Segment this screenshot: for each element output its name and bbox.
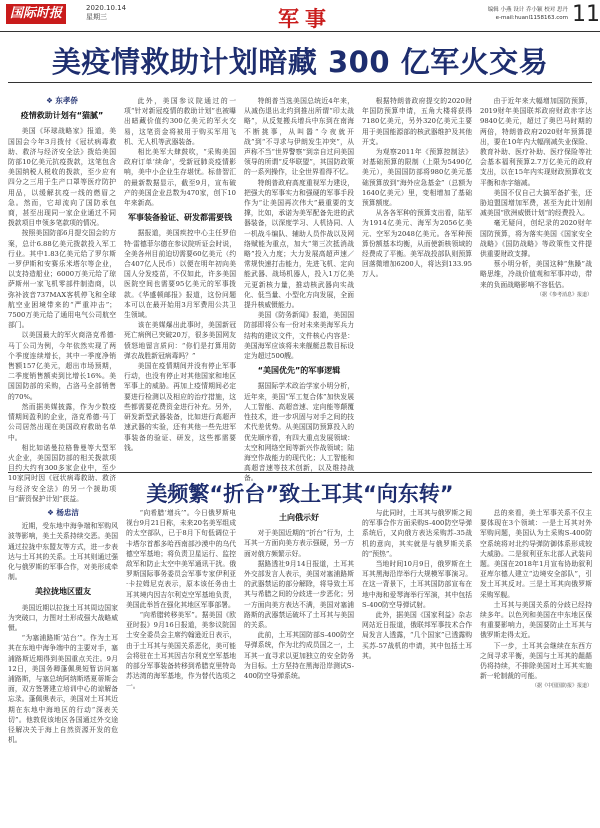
article2-paragraph: “为塞浦路斯‘站台’”。作为土耳其在东地中海争端中的主要对手，塞浦路斯近期得到美国重点关注。9月12日，美国务卿蓬佩奥短暂访问塞浦路斯，与塞总统阿纳斯塔夏蒂斯会面，双方签署建立培训中心的谅解备忘录。蓬佩奥表示，美国对土耳其近期在东地中海地区的行动“深表关切”。他敦促该地区各国通过外交途径解决关于海上自然资源开发的危机。 <box>8 634 118 745</box>
article-divider <box>8 472 592 473</box>
article2-paragraph: 与此同时，土耳其与俄罗斯之间的军事合作方面采购S-400防空导弹系统后，又向俄方表达采购苏-35战机的意向，其实就是与俄罗斯关系的“预热”。 <box>362 509 472 558</box>
article1-subhead-top: 疫情救助计划有“猫腻” <box>20 111 104 121</box>
article1-paragraph: 特朗普当选美国总统近4年来，从减伤退出北约到推出所谓“印太战略”，从反复搬兵增兵中东到在南海不断挑事，从叫嚣“今夜就开战”到“不寻求与伊朗发生冲突”，从声称不当“世界警察”到亲自过问美国领导的所谓“反华联盟”，其国防政策的一系列操作，让全世界看得不忆。 <box>244 97 354 177</box>
article1-column-4 <box>362 96 472 471</box>
article1-paragraph: 按照美国防部6月提交国会的方案，总计6.88亿美元拨款投入军工行业。其中1.83亿美元给了罗尔斯一罗伊斯和安赛乐米塔尔等企业，以支持造船业；6000万美元给了琼萨斯州一家飞机零部件制造商，以弥补波音737MAX客机停飞和全球航空业困境带来的“严重冲击”；7500万美元给了通用电气公司航空部门。 <box>8 229 116 330</box>
section-title: 军事 <box>278 7 332 31</box>
article1-paragraph: 毫无疑问，创纪录的2020财年国防预算，将为落实美国《国家安全战略》《国防战略》等政策性文件提供重要财政支撑。 <box>480 219 592 259</box>
article2-subhead-1: 美拉拢地区盟友 <box>35 587 91 597</box>
article2-column-1 <box>8 508 118 824</box>
headline-divider <box>8 82 592 83</box>
article2-paragraph: 据路透社9月14日报道，土耳其外交部发言人表示，美国对塞浦路斯的武器禁运的部分解除，将导致土耳其与希腊之间的分歧进一步恶化；另一方面向美方表达不满，美国对塞浦路斯的武器禁运破坏了土耳其与美国的关系。 <box>244 559 354 630</box>
article2-column-2 <box>126 508 236 824</box>
editor-email: e-mail:huanl1158163.com <box>495 15 568 21</box>
article2-paragraph: “向希腊转移美军”。据美国《欧亚时报》9月16日报道，美参议院国土安全委员会主席约翰逊近日表示，由于土耳其与美国关系恶化，美可能会将驻在土耳其因吉尔利克空军基地的部分军事装备转移到希腊克里特岛苏达湾的海军基地，作为替代选项之一。 <box>126 611 236 691</box>
article1-paragraph: 相比美军大肆鼓吹，“采购美国政府订单‘续命’，受新冠肺炎疫情影响，美中小企业生存堪忧。标普智汇的最新数据显示，截至9月，宣布破产的美国企业总数为470家，创下10年来新高。 <box>124 148 236 208</box>
article2-paragraph: 近期，受东地中海争端和军购风波等影响，美土关系持续交恶。美国通过拉拢中东盟友等方式，进一步表达与土耳其的关系。土耳其则通过强化与俄罗斯的军事合作，对美形成牵制。 <box>8 522 118 582</box>
article2-paragraph: 此外，据美国《国家利益》杂志网站近日报道，俄联邦军事技术合作局发言人透露，“几个国家”已透露购买苏-57战机的申请，其中包括土耳其。 <box>362 611 472 660</box>
article1-paragraph: 据报道，美国疾控中心主任罗伯特·雷德菲尔德在参议院听证会时说，全美各州目前迫切需要60亿美元（约合407亿人民币）以便在明年初向美国人分发疫苗，不仅如此，许多美国医院空间也需要95亿美元的军事拨款。《华盛顿邮报》报道，这份问题本可以在最开始用3月军费用公共卫生领域。 <box>124 229 236 320</box>
article1-paragraph: 据国际学术政治学家小明分析，近年来，美国“军工复合体”加快发展人工智能、高超音速、定向能等颠覆性技术，进一步巩固与对手之间的技术代差优势。从美国国防预算投入的优先顺序看，有四大重点发展领域：太空和网络空间等新兴作战领域；陆海空作战能力的现代化；人工智能和高超音速等技术创新，以及维持战备。 <box>244 382 354 483</box>
editor-credits <box>440 6 568 22</box>
article1-paragraph: 然而据美媒披露，作为少数疫情期间盈利的企业，洛克希德·马丁公司居然出现在美国政府救助名单中。 <box>8 402 116 442</box>
article2-paragraph: 此前，土耳其国防部S-400防空导弹系统，作为北约成员国之一，土耳其一直寻求以更加独立的安全防务为目标。土方坚持在黑海沿岸测试S-400防空导弹系统。 <box>244 631 354 681</box>
article1-paragraph: 此外，美国参议院通过的一项“针对新冠疫情的救助计划”也被曝出暗藏价值约300亿美元的军火交易，这笔资金将被用于购买军用飞机、无人机等武器装备。 <box>124 97 236 146</box>
article1-paragraph: 由于近年来大幅增加国防预算，2019财年美国联邦政府财政赤字达9840亿美元，超过了奥巴马时期的两倍，特朗普政府2020财年预算提出，要在10年内大幅削减失业保险、教育补助、医疗补助、医疗保险等社会基本福利预算2.7万亿美元的政府支出，以在15年内实现财政预算收支平衡和赤字缩减。 <box>480 97 592 187</box>
article1-column-2 <box>124 96 236 471</box>
article2-paragraph: “向希腊‘增兵’”。今日俄罗斯电视台9月21日称，未来20名美军组成的太空部队，已于8月下旬低调位于卡塔尔首都多哈西南部沙漠中的乌代德空军基地；将负责卫星运行、监控敌军和防止太空中美军通讯干扰。俄罗斯国际事务委员会军事专家伊利亚·卡拉姆尼克表示，原本该任务由土耳其境内因吉尔利克空军基地负责，美国此举旨在强化其地区军事部署。 <box>126 509 236 609</box>
article1-subhead-1: 军事装备验证、研发都需要钱 <box>128 213 232 223</box>
article1-column-5 <box>480 96 592 471</box>
article1-paragraph: 美国《环球战略家》报道，美国国会今年3月拨付《冠状病毒救助、救济与经济安全法》拨给美国防部10亿美元抗疫拨款，这笔包含美国纳税人税收的拨款，至少应有四分之三用于生产口罩等医疗防护用品，以缓解抗疫一线的燃眉之急。然而，它却流向了国防承包商，甚至出现同一家企业通过不同拨款项目申领多笔款项的情况。 <box>8 127 116 228</box>
article2-column-5 <box>480 508 592 824</box>
article1-column-1 <box>8 96 116 503</box>
article2-headline: 美频繁“折台”致土耳其“向东转” <box>146 482 454 506</box>
page-number: 11 <box>572 2 600 27</box>
issue-date-block <box>86 4 126 22</box>
article2-paragraph: 总的来看，美土军事关系不仅主要体现在3个领域：一是土耳其对外军购问题，美国认为土采购S-400防空系统将对北约导弹防御体系形成较大威胁。二是叙利亚东北部人武装问题。美国在2018年1月宣布协助叙利亚库尔德人建立“边境安全部队”，引发土耳其反对。三是土耳其向俄罗斯采购军舰。 <box>480 509 592 599</box>
article1-column-3 <box>244 96 354 483</box>
article1-credit: （据《参考消息》报道） <box>536 291 592 298</box>
article2-byline: ❖ 杨忠洁 <box>47 508 79 517</box>
article1-paragraph: 相比如诺曼拉格鲁曼等大型军火企业，美国国防部的相关拨款项目约大约有300多家企业中，至少10家同时因《冠状病毒救助、救济与经济安全法》的另一个援助项目“薪资保护计划”获益。 <box>8 443 116 503</box>
article1-subhead-2: “美国优先”的军事逻辑 <box>257 366 341 376</box>
article2-column-4 <box>362 508 472 824</box>
article2-paragraph: 美国近期以拉拢土耳其周边国家为突破口，力图对土形成强大战略威慑。 <box>8 603 118 633</box>
article1-paragraph: 蔡小明分析，美国这种“焦躁”战略思维，冷战价值观和军事冲动，带来的负面战略影响不容低估。 <box>480 260 592 289</box>
article2-subhead-2: 土向俄示好 <box>279 513 319 522</box>
editor-names: 编辑 小燕 设计 乔小颖 校对 思丹 <box>487 7 568 13</box>
article1-paragraph: 根据特朗普政府提交的2020财年国防预算申请，五角大楼将获得7180亿美元，另外320亿美元主要用于美国能源部的核武器维护及其他开支。 <box>362 97 472 146</box>
masthead <box>0 0 600 32</box>
article1-paragraph: 以美国最大的军火商洛克希德·马丁公司为例，今年依然实现了两个季度连续增长，其中一季度净销售额157亿美元，超出市场预期，二季度销售额卖到比增长16%。美国国防部的采购，占洛马全部销售的70%。 <box>8 331 116 401</box>
issue-weekday: 星期三 <box>86 13 107 21</box>
newspaper-logo: 国际时报 <box>6 4 66 24</box>
article1-paragraph: 美国在疫情期间并没有停止军事行动，也没有停止对其他国家和地区军事上的威胁。再加上疫情期间必定要进行检测以及相应的治疗措施，这些都需要花费资金进行补充。另外，研发新型武器装备，比如进行高超声速武器的实验，还有其他一些先进军事装备的验证、研发，这些都需要钱。 <box>124 362 236 452</box>
issue-date: 2020.10.14 <box>86 4 127 12</box>
article2-paragraph: 土耳其与美国关系的分歧已经持续多年。以色列和美国在中东地区保有重要影响力，美国要防止土耳其与俄罗斯走得太近。 <box>480 600 592 640</box>
article1-byline: ❖ 东孝侨 <box>46 96 78 105</box>
article1-paragraph: 特朗普政府高度重视军力建设，把强大的军事实力和强硬的军事手段作为“让美国再次伟大”最重要的支撑，比如，承诺为美军配备先进的武器装备，以深度学习、人机协同、人一机战斗编队、辅助人员作战以及网络赋能为重点，加大“第三次抵消战略”投入力度；大力发展高超声速／常规快速打击能力，先进飞机、定向能武器、战场机器人，投入1万亿美元更新核力量，推动核武器向实战化、低当量、小型化方向发展，全面提升核威慑能力。 <box>244 178 354 310</box>
article1-paragraph: 为观察2011年《预算控制法》对基础预算的限制（上限为5490亿美元），美国国防部将980亿美元基础预算放到“海外应急基金”（总额为1640亿美元）里，变相增加了基础预算额度。 <box>362 148 472 208</box>
article2-column-3 <box>244 508 354 824</box>
article2-paragraph: 下一步，土耳其会继续在东西方之间寻求平衡，美国与土耳其的龃龉仍将持续，不排除美国对土耳其实施新一轮制裁的可能。 <box>480 641 592 681</box>
article2-credit: （据《中国国防报》报道） <box>531 683 592 690</box>
article1-paragraph: 从各各军种的预算支出看，陆军为1914亿美元、海军为2056亿美元、空军为2048亿美元。各军种预算份额基本均衡，从而使新核领域的经费成了平衡。美军战投部队则预算回落微增加6200人，将达到133.95万人。 <box>362 209 472 279</box>
article1-headline: 美疫情救助计划暗藏 300 亿军火交易 <box>51 45 549 79</box>
article2-paragraph: 对于美国近期的“折台”行为，土耳其一方面向美方表示强硬，另一方面对俄方频繁示好。 <box>244 529 354 558</box>
article1-paragraph: 美国不仅自己大搞军备扩张，还胁迫盟国增加军费，甚至为此计划削减美国“欧洲威慑计划”的经费投入。 <box>480 188 592 218</box>
article1-paragraph: 该在美媒爆出此事时，美国新冠死亡病例已突破20万，很多美国网友愤怒地留言质问：“你们是打算用防弹衣战胜新冠病毒吗？” <box>124 321 236 360</box>
article2-paragraph: 当地时间10月9日，俄罗斯在土耳其黑海沿岸举行大规模军事演习。在这一背景下，土耳其国防部宣布在地中海和爱琴海举行军演，其中包括S-400防空导弹试射。 <box>362 560 472 609</box>
article1-paragraph: 美国《防务新闻》报道，美国国防部即将公布一份对未来美海军兵力结构的建议文件，文件核心内容是：美国海军应该将未来舰艇总数目标设定为超过500艘。 <box>244 311 354 361</box>
